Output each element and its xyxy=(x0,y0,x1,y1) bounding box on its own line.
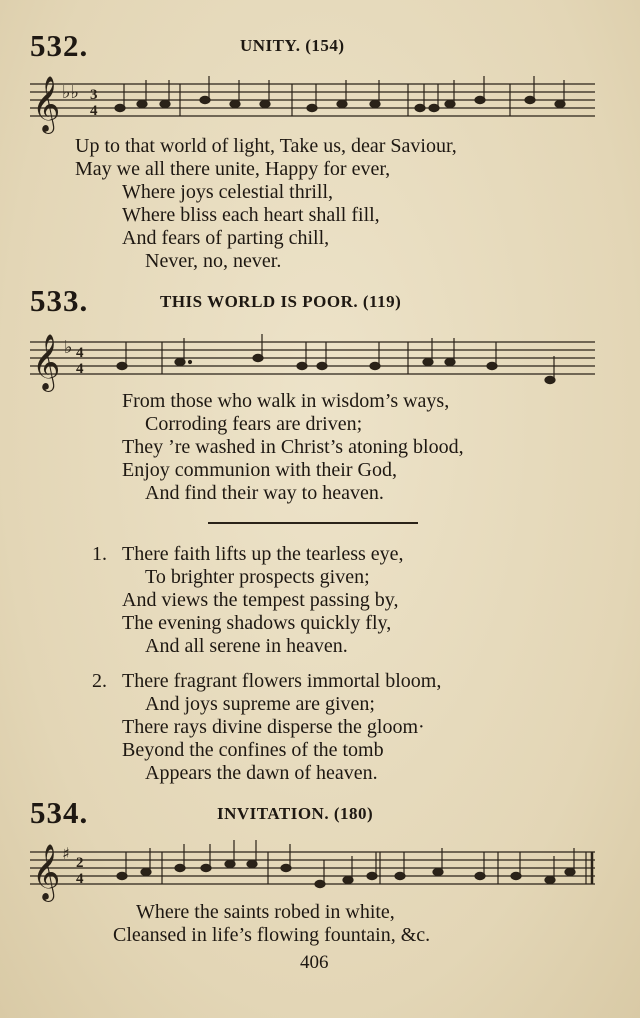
music-staff xyxy=(30,838,600,908)
lyric-line: And all serene in heaven. xyxy=(145,635,348,657)
lyric-line: Where joys celestial thrill, xyxy=(122,181,334,203)
lyric-line: May we all there unite, Happy for ever, xyxy=(75,158,391,180)
page-number: 406 xyxy=(300,952,329,973)
svg-text:4: 4 xyxy=(90,103,98,119)
lyric-line: There fragrant flowers immortal bloom, xyxy=(122,670,442,692)
lyric-line: Appears the dawn of heaven. xyxy=(145,762,378,784)
lyric-line: To brighter prospects given; xyxy=(145,566,370,588)
hymn-title: INVITATION. (180) xyxy=(217,804,374,823)
lyric-line: Never, no, never. xyxy=(145,250,282,272)
lyric-line: And find their way to heaven. xyxy=(145,482,384,504)
lyric-line: From those who walk in wisdom’s ways, xyxy=(122,390,450,412)
svg-text:4: 4 xyxy=(76,871,84,887)
treble-clef-icon: 𝄞 xyxy=(32,76,61,132)
lyric-line: There faith lifts up the tearless eye, xyxy=(122,543,404,565)
hymn-number: 532. xyxy=(30,28,89,63)
lyric-line: They ’re washed in Christ’s atoning blood, xyxy=(122,436,464,458)
section-divider xyxy=(208,522,418,524)
music-staff xyxy=(30,70,600,142)
hymn-number: 533. xyxy=(30,283,89,318)
treble-clef-icon: 𝄞 xyxy=(32,844,61,900)
verse-number: 1. xyxy=(92,543,107,565)
svg-text:3: 3 xyxy=(90,87,98,103)
svg-text:4: 4 xyxy=(76,361,84,377)
lyric-line: Where bliss each heart shall fill, xyxy=(122,204,380,226)
lyric-line: And fears of parting chill, xyxy=(122,227,330,249)
lyric-line: Up to that world of light, Take us, dear Saviour, xyxy=(75,135,457,157)
lyric-line: Enjoy communion with their God, xyxy=(122,459,397,481)
hymn-title: THIS WORLD IS POOR. (119) xyxy=(160,292,402,311)
lyric-line: And views the tempest passing by, xyxy=(122,589,399,611)
lyric-line: And joys supreme are given; xyxy=(145,693,375,715)
lyric-line: The evening shadows quickly fly, xyxy=(122,612,392,634)
hymn-number: 534. xyxy=(30,795,89,830)
lyric-line: Corroding fears are driven; xyxy=(145,413,363,435)
lyric-line: Where the saints robed in white, xyxy=(136,901,395,923)
lyric-line: There rays divine disperse the gloom· xyxy=(122,716,425,738)
music-staff xyxy=(30,328,600,398)
lyric-line: Beyond the confines of the tomb xyxy=(122,739,384,761)
treble-clef-icon: 𝄞 xyxy=(32,334,61,390)
svg-text:♯: ♯ xyxy=(62,844,70,863)
hymn-title: UNITY. (154) xyxy=(240,36,345,55)
svg-text:♭♭: ♭♭ xyxy=(62,82,79,103)
svg-text:2: 2 xyxy=(76,855,84,871)
verse-number: 2. xyxy=(92,670,107,692)
svg-text:4: 4 xyxy=(76,345,84,361)
svg-text:♭: ♭ xyxy=(64,337,73,358)
lyric-line: Cleansed in life’s flowing fountain, &c. xyxy=(113,924,431,946)
